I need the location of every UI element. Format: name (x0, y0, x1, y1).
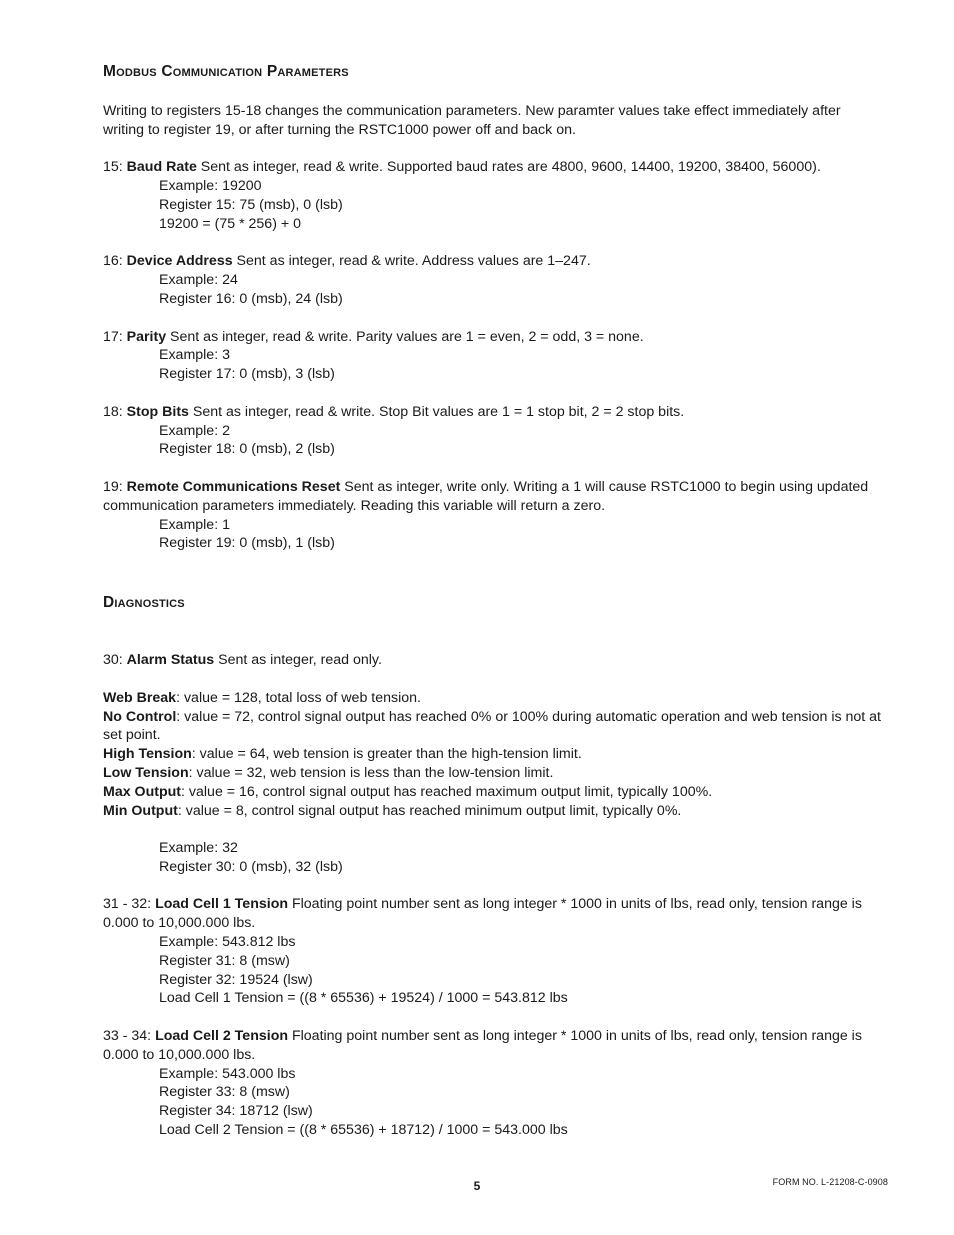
section-title-modbus: Modbus Communication Parameters (103, 63, 349, 80)
register-16-name: Device Address (126, 253, 233, 270)
register-16-line: Example: 24 (159, 272, 238, 289)
section-title-diagnostics: Diagnostics (103, 594, 185, 612)
alarm-item: Low Tension: value = 32, web tension is less than the low-tension limit. (103, 764, 554, 781)
register-31-name: Load Cell 1 Tension (155, 896, 289, 913)
register-15-name: Baud Rate (126, 159, 197, 176)
register-18-desc: 18: Stop Bits Sent as integer, read & write. Stop Bit values are 1 = 1 stop bit, 2 = 2 stop bits. (103, 403, 685, 420)
register-31-desc: 31 - 32: Load Cell 1 Tension Floating point number sent as long integer * 1000 in units of lbs, read only, tension range is 0.000 to 10,000.000 lbs. (103, 896, 862, 932)
register-33-desc: 33 - 34: Load Cell 2 Tension Floating point number sent as long integer * 1000 in units of lbs, read only, tension range is 0.000 to 10,000.000 lbs. (103, 1028, 862, 1063)
register-18-name: Stop Bits (126, 403, 189, 420)
register-19-desc: 19: Remote Communications Reset Sent as integer, write only. Writing a 1 will cause RSTC1000 to begin using updated communication parameters immediately. Reading this variable will return a zero. (103, 478, 869, 514)
register-15-desc: 15: Baud Rate Sent as integer, read & write. Supported baud rates are 4800, 9600, 14400, 19200, 38400, 56000). (103, 159, 821, 176)
form-number: FORM NO. L-21208-C-0908 (772, 1177, 888, 1187)
register-33-line: Example: 543.000 lbs (159, 1065, 296, 1082)
register-15-line: Register 15: 75 (msb), 0 (lsb) (159, 196, 343, 213)
register-16-line: Register 16: 0 (msb), 24 (lsb) (159, 290, 343, 307)
register-33-line: Register 34: 18712 (lsw) (159, 1103, 313, 1120)
register-19-name: Remote Communications Reset (126, 478, 341, 495)
register-15-line: Example: 19200 (159, 178, 262, 195)
page-number: 5 (473, 1179, 481, 1193)
register-30-line: Register 30: 0 (msb), 32 (lsb) (159, 858, 343, 875)
register-31-line: Example: 543.812 lbs (159, 934, 296, 951)
register-15-line: 19200 = (75 * 256) + 0 (159, 215, 301, 232)
register-16-desc: 16: Device Address Sent as integer, read & write. Address values are 1–247. (103, 253, 591, 270)
page-content (103, 58, 883, 1140)
register-30-line: Example: 32 (159, 840, 238, 857)
register-17-desc: 17: Parity Sent as integer, read & write. Parity values are 1 = even, 2 = odd, 3 = none. (103, 328, 644, 345)
alarm-item: Min Output: value = 8, control signal output has reached minimum output limit, typically 0%. (103, 802, 682, 819)
alarm-item: Max Output: value = 16, control signal output has reached maximum output limit, typically 100%. (103, 783, 713, 800)
register-19-line: Register 19: 0 (msb), 1 (lsb) (159, 535, 335, 552)
register-31-line: Register 32: 19524 (lsw) (159, 971, 313, 988)
alarm-item: High Tension: value = 64, web tension is greater than the high-tension limit. (103, 746, 582, 763)
register-33-line: Register 33: 8 (msw) (159, 1084, 290, 1101)
register-31-line: Load Cell 1 Tension = ((8 * 65536) + 19524) / 1000 = 543.812 lbs (159, 990, 568, 1007)
register-30-desc: 30: Alarm Status Sent as integer, read only. (103, 652, 382, 669)
register-31-line: Register 31: 8 (msw) (159, 952, 290, 969)
register-30-name: Alarm Status (126, 652, 215, 669)
register-17-line: Register 17: 0 (msb), 3 (lsb) (159, 366, 335, 383)
register-17-line: Example: 3 (159, 347, 230, 364)
section-intro: Writing to registers 15-18 changes the communication parameters. New paramter values take effect immediately after writing to register 19, or after turning the RSTC1000 power off and back on. (103, 103, 841, 138)
register-18-line: Register 18: 0 (msb), 2 (lsb) (159, 441, 335, 458)
register-19-line: Example: 1 (159, 516, 230, 533)
alarm-item: Web Break: value = 128, total loss of web tension. (103, 689, 421, 706)
register-17-name: Parity (126, 328, 167, 345)
alarm-item: No Control: value = 72, control signal output has reached 0% or 100% during automatic operation and web tension is not at set point. (103, 708, 882, 744)
register-18-line: Example: 2 (159, 422, 230, 439)
register-33-name: Load Cell 2 Tension (155, 1028, 289, 1045)
register-33-line: Load Cell 2 Tension = ((8 * 65536) + 18712) / 1000 = 543.000 lbs (159, 1122, 568, 1139)
